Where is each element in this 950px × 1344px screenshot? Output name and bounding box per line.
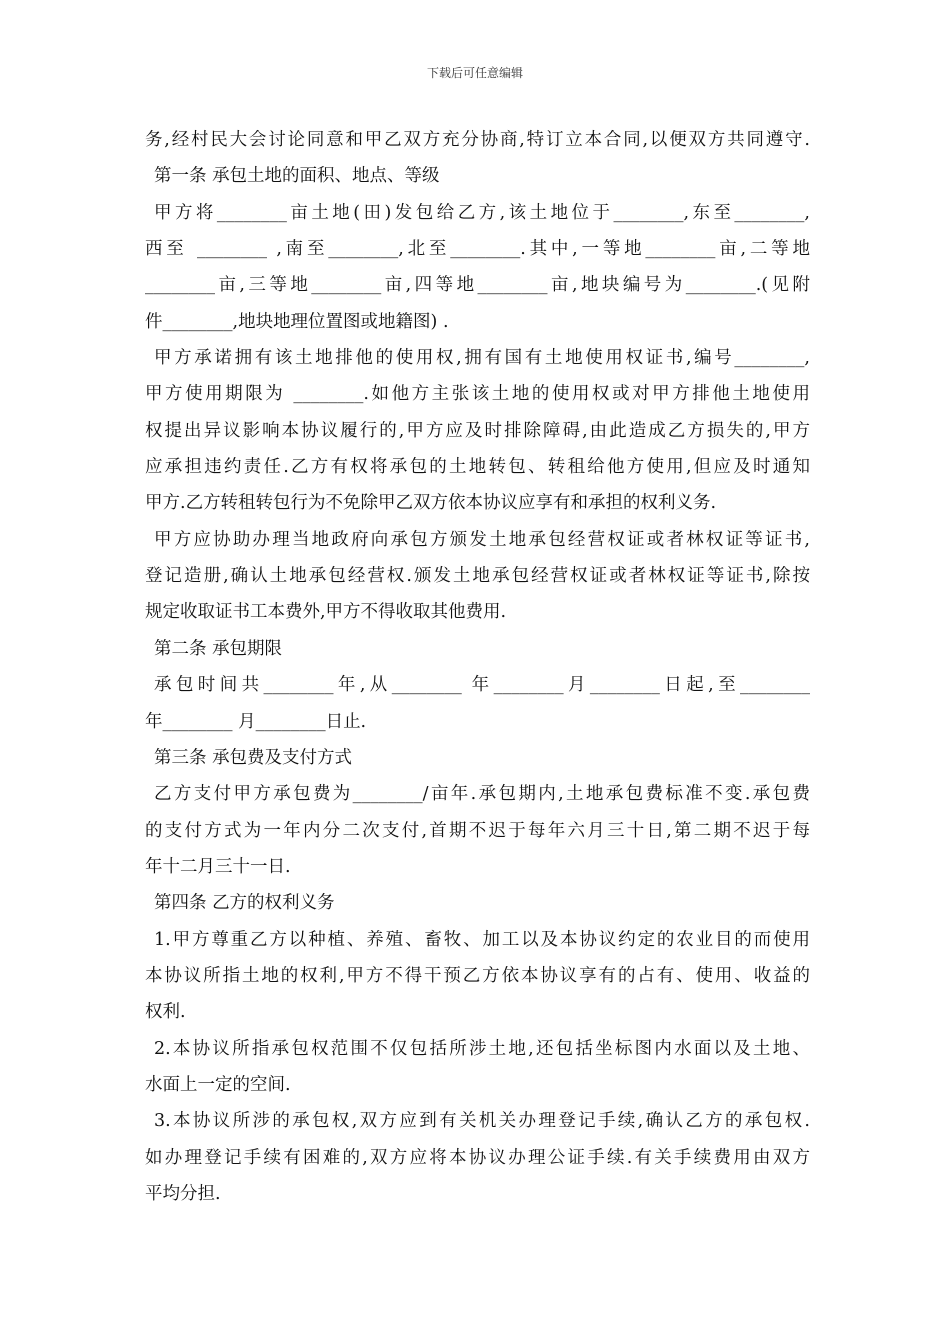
text-line: 乙方支付甲方承包费为________/亩年.承包期内,土地承包费标准不变.承包费 xyxy=(154,784,810,805)
text-line: 年________ 月________日止. xyxy=(145,711,367,732)
text-line: 件________,地块地理位置图或地籍图) . xyxy=(145,311,449,332)
text-line: 年十二月三十一日. xyxy=(145,856,291,877)
text-line: 甲方应协助办理当地政府向承包方颁发土地承包经营权证或者林权证等证书, xyxy=(154,529,810,550)
text-line: 规定收取证书工本费外,甲方不得收取其他费用. xyxy=(145,602,507,623)
text-line: 权利. xyxy=(145,1002,186,1023)
text-line: 甲方.乙方转租转包行为不免除甲乙双方依本协议应享有和承担的权利义务. xyxy=(145,493,717,514)
text-line: 登记造册,确认土地承包经营权.颁发土地承包经营权证或者林权证等证书,除按 xyxy=(145,566,810,587)
text-line: 如办理登记手续有困难的,双方应将本协议办理公证手续.有关手续费用由双方 xyxy=(145,1147,810,1168)
contract-body xyxy=(145,122,810,1212)
text-line: 甲方使用期限为 ________.如他方主张该土地的使用权或对甲方排他土地使用 xyxy=(145,384,810,405)
text-line: 水面上一定的空间. xyxy=(145,1074,291,1095)
text-line: 本协议所指土地的权利,甲方不得干预乙方依本协议享有的占有、使用、收益的 xyxy=(145,965,810,986)
section-heading: 第四条 乙方的权利义务 xyxy=(154,893,335,914)
text-line: 权提出异议影响本协议履行的,甲方应及时排除障碍,由此造成乙方损失的,甲方 xyxy=(145,420,810,441)
text-line: 务,经村民大会讨论同意和甲乙双方充分协商,特订立本合同,以便双方共同遵守. xyxy=(145,130,810,150)
text-line: 甲方承诺拥有该土地排他的使用权,拥有国有土地使用权证书,编号________, xyxy=(154,348,810,369)
text-line: 承包时间共________年,从________ 年________月________日起,至________ xyxy=(154,675,810,696)
text-line: ________亩,三等地________亩,四等地________亩,地块编号为________.(见附 xyxy=(145,275,810,296)
text-line: 甲方将________亩土地(田)发包给乙方,该土地位于________,东至________, xyxy=(154,202,810,223)
text-line: 西至 ________ ,南至________,北至________.其中,一等地________亩,二等地 xyxy=(145,239,810,260)
text-line: 的支付方式为一年内分二次支付,首期不迟于每年六月三十日,第二期不迟于每 xyxy=(145,820,810,841)
text-line: 应承担违约责任.乙方有权将承包的土地转包、转租给他方使用,但应及时通知 xyxy=(145,457,810,478)
text-line: 2.本协议所指承包权范围不仅包括所涉土地,还包括坐标图内水面以及土地、 xyxy=(154,1038,810,1059)
section-heading: 第二条 承包期限 xyxy=(154,638,283,659)
page-header: 下载后可任意编辑 xyxy=(426,66,523,80)
text-line: 3.本协议所涉的承包权,双方应到有关机关办理登记手续,确认乙方的承包权. xyxy=(154,1111,810,1132)
section-heading: 第三条 承包费及支付方式 xyxy=(154,747,353,768)
text-line: 1.甲方尊重乙方以种植、养殖、畜牧、加工以及本协议约定的农业目的而使用 xyxy=(154,929,810,950)
text-line: 平均分担. xyxy=(145,1183,221,1204)
section-heading: 第一条 承包土地的面积、地点、等级 xyxy=(154,166,440,187)
